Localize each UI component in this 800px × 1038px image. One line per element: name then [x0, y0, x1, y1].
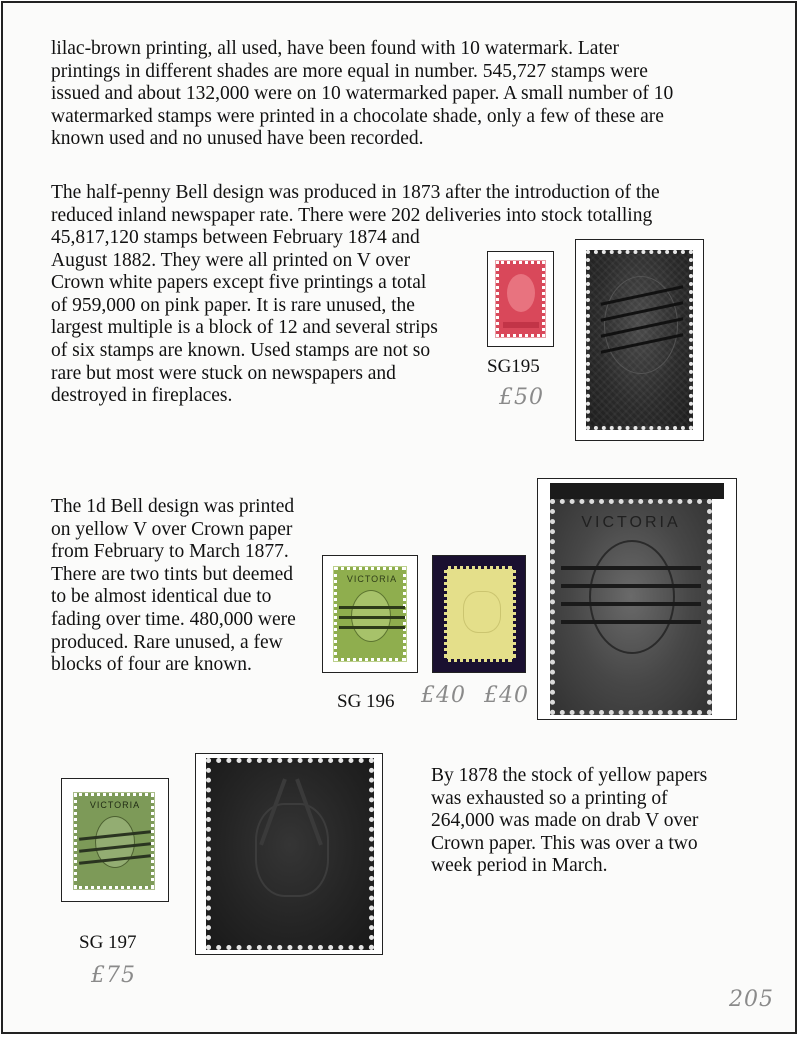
paragraph-drab-paper: By 1878 the stock of yellow papers was exhausted so a printing of 264,000 was made on drab V over Crown paper. This was over a two week period in March. — [431, 765, 708, 877]
paragraph-one-penny: The 1d Bell design was printed on yellow V over Crown paper from February to March 1877. There are two tints but deemed to be almost identical due to fading over time. 480,000 were produced. Rare unused, a few blocks of four are known. — [51, 496, 296, 676]
sg197-caption: SG 197 — [79, 932, 137, 953]
one-penny-enlarged-photo — [550, 499, 712, 715]
sg197-stamp-frame — [61, 778, 169, 902]
paragraph-intro: lilac-brown printing, all used, have been found with 10 watermark. Later printings in different shades are more equal in number. 545,727 stamps were issued and about 132,000 were on 10 watermarked paper. A small number of 10 watermarked stamps were printed in a chocolate shade, only a few of these are known used and no unused have been recorded. — [51, 38, 674, 150]
one-penny-green-stamp — [334, 567, 406, 661]
page-number-note: 205 — [729, 987, 774, 1012]
sg195-price-note: £50 — [499, 385, 544, 410]
one-penny-drab-stamp — [74, 793, 154, 889]
paragraph-halfpenny-detail: 45,817,120 stamps between February 1874 and August 1882. They were all printed on V over Crown white papers except five printings a total of 959,000 on pink paper. It is rare unused, the largest multiple is a block of 12 and several strips of six stamps are known. Used stamps are not so rare but most were stuck on newspapers and destroyed in fireplaces. — [51, 227, 438, 407]
sg196-stamp-frame — [322, 555, 418, 673]
album-page — [1, 1, 797, 1034]
paragraph-halfpenny-intro: The half-penny Bell design was produced in 1873 after the introduction of the reduced inland newspaper rate. There were 202 deliveries into stock totalling — [51, 182, 660, 226]
stamp-country-label: VICTORIA — [346, 574, 398, 584]
sg195-enlargement-frame — [575, 239, 704, 441]
sg196-back-frame — [432, 555, 526, 673]
sg195-caption: SG195 — [487, 356, 540, 377]
sg197-enlargement-frame — [195, 753, 383, 955]
sg196-price-note-a: £40 — [421, 683, 466, 708]
drab-paper-enlarged-photo — [206, 758, 374, 950]
sg196-enlargement-frame — [537, 478, 737, 720]
sg197-country-label: VICTORIA — [89, 800, 141, 810]
yellow-paper-back — [444, 566, 516, 662]
enlarged-country-label: VICTORIA — [581, 514, 681, 531]
sg197-price-note: £75 — [91, 963, 136, 988]
halfpenny-rose-stamp — [496, 261, 545, 337]
sg195-stamp-frame — [487, 251, 554, 347]
halfpenny-enlarged-photo — [586, 250, 693, 430]
sg196-price-note-b: £40 — [484, 683, 529, 708]
sg196-caption: SG 196 — [337, 691, 395, 712]
photo-top-band — [550, 483, 724, 499]
